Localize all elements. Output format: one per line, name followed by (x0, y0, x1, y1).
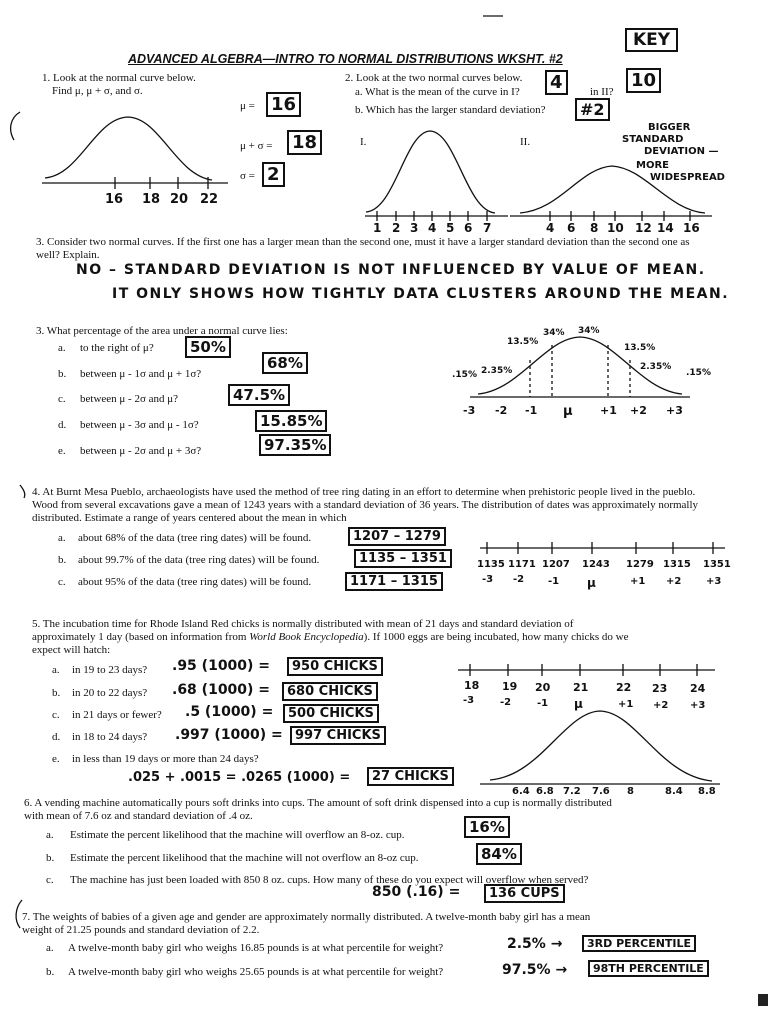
q5-prompt-text: ). If 1000 eggs are being incubated, how many chicks do we (363, 631, 629, 643)
q3b-item-text: between μ - 2σ and μ? (80, 393, 179, 405)
q2-axis-II-label: 4 (546, 221, 555, 235)
q5-axis-sd: +2 (653, 700, 669, 711)
q5-item-text: in less than 19 days or more than 24 days? (72, 753, 259, 765)
q3b-item-text: between μ - 1σ and μ + 1σ? (80, 368, 202, 380)
q6-item-letter: b. (46, 852, 55, 864)
q4-axis-value: 1171 (508, 559, 536, 570)
q4-axis-sd: μ (587, 576, 596, 590)
q1-mu-answer: 16 (266, 92, 301, 117)
q3b-diagram-pct: 13.5% (507, 337, 539, 347)
q6-prompt-line-1: 6. A vending machine automatically pours soft drinks into cups. The amount of soft drink dispensed into a cup is normally distributed (24, 797, 612, 809)
q7-work: 97.5% → (502, 962, 568, 978)
q5-axis-value: 23 (652, 682, 668, 695)
q5-work: .025 + .0015 = .0265 (1000) = (128, 770, 351, 785)
q5-axis-sd: +1 (618, 699, 634, 710)
q3b-axis-label: +2 (630, 404, 647, 417)
q3b-prompt: 3. What percentage of the area under a normal curve lies: (36, 325, 288, 337)
q2-b: b. Which has the larger standard deviation? (355, 104, 546, 116)
q5-item-text: in 20 to 22 days? (72, 687, 148, 699)
q4-item-letter: a. (58, 532, 66, 544)
q6-answer: 84% (476, 843, 522, 865)
q5-axis-sd: -1 (537, 698, 549, 709)
q2-a2-answer: 10 (626, 68, 661, 93)
q2-axis-II-label: 8 (590, 221, 599, 235)
q3b-item-text: to the right of μ? (80, 342, 154, 354)
q2-axis-II-label: 10 (607, 221, 624, 235)
q3b-answer: 68% (262, 352, 308, 374)
q5-answer: 997 CHICKS (290, 726, 386, 745)
q5-prompt-line-3: expect will hatch: (32, 644, 111, 656)
scan-edge (758, 994, 768, 1006)
q2-a: a. What is the mean of the curve in I? (355, 86, 520, 98)
q7-item-letter: b. (46, 966, 55, 978)
q3b-diagram-pct: .15% (452, 370, 477, 380)
q3b-axis-label: -1 (525, 404, 538, 417)
q6-axis-label: 8.4 (665, 786, 683, 797)
q2-prompt: 2. Look at the two normal curves below. (345, 72, 523, 84)
q6-item-letter: a. (46, 829, 54, 841)
q4-item-text: about 95% of the data (tree ring dates) will be found. (78, 576, 312, 588)
q5-prompt-text: approximately 1 day (based on information from (32, 631, 250, 643)
q6-item-letter: c. (46, 874, 54, 886)
q1-mps-label: μ + σ = (240, 140, 273, 152)
q6-normal-curve (490, 711, 712, 781)
q5-prompt-line-2 (32, 631, 629, 644)
q1-normal-curve (45, 117, 212, 180)
q5-axis-value: 21 (573, 681, 589, 694)
q5-axis-sd: μ (574, 697, 583, 711)
q3b-axis-label: +1 (600, 404, 617, 417)
q3a-answer-line-2: IT ONLY SHOWS HOW TIGHTLY DATA CLUSTERS AROUND THE MEAN. (112, 286, 730, 302)
q4-axis-value: 1135 (477, 559, 505, 570)
q2-axis-I-label: 7 (483, 221, 492, 235)
q2-label-II: II. (520, 136, 531, 148)
q5-work: .68 (1000) = (172, 682, 271, 698)
q3b-item-text: between μ - 3σ and μ - 1σ? (80, 419, 199, 431)
q1-sigma-label: σ = (240, 170, 255, 182)
q5-answer: 680 CHICKS (282, 682, 378, 701)
q2-note-line: DEVIATION — (644, 146, 719, 157)
q1-axis-label: 18 (142, 192, 161, 207)
q3b-answer: 97.35% (259, 434, 331, 456)
q5-item-letter: e. (52, 753, 60, 765)
worksheet-title: ADVANCED ALGEBRA—INTRO TO NORMAL DISTRIBUTIONS WKSHT. #2 (128, 52, 563, 66)
q3b-diagram-pct: 34% (543, 328, 565, 338)
q2-curve-I (366, 131, 495, 213)
q5-prompt-line-1: 5. The incubation time for Rhode Island Red chicks is normally distributed with mean of 21 days and standard deviation of (32, 618, 574, 630)
q7-prompt-line-1: 7. The weights of babies of a given age and gender are approximately normally distributed. A twelve-month baby girl has a mean (22, 911, 591, 923)
q3b-axis-label: μ (563, 404, 573, 419)
q2-axis-I-label: 5 (446, 221, 455, 235)
q2-axis-I-label: 1 (373, 221, 382, 235)
q7-item-text: A twelve-month baby girl who weighs 25.65 pounds is at what percentile for weight? (68, 966, 444, 978)
q5-axis-value: 20 (535, 681, 551, 694)
q6-axis-label: 7.6 (592, 786, 610, 797)
q7-item-letter: a. (46, 942, 54, 954)
q2-a-answer: 4 (545, 70, 568, 95)
q1-axis-label: 20 (170, 192, 189, 207)
q2-note-line: BIGGER (648, 122, 691, 133)
q2-axis-II-label: 6 (567, 221, 576, 235)
q1-prompt: 1. Look at the normal curve below. (42, 72, 196, 84)
q7-work: 2.5% → (507, 936, 563, 952)
key-label: KEY (625, 28, 678, 52)
q3b-diagram-pct: .15% (686, 368, 711, 378)
q4-prompt: 4. At Burnt Mesa Pueblo, archaeologists have used the method of tree ring dating in an effort to determine when prehistoric people lived in the pueblo. Wood from several excavations gave a mean of 1243 years with a standard deviation of 36 years. The distribution of dates was approximately normally distributed. Estimate a range of years centered about the mean in which (32, 486, 699, 524)
q6-axis-label: 7.2 (563, 786, 581, 797)
q2-axis-II-label: 14 (657, 221, 674, 235)
q3b-item-text: between μ - 2σ and μ + 3σ? (80, 445, 202, 457)
q5-answer: 27 CHICKS (367, 767, 454, 786)
q3b-diagram-pct: 13.5% (624, 343, 656, 353)
q1-mu-label: μ = (240, 100, 255, 112)
q4-axis-sd: -2 (513, 574, 525, 585)
q2-note-line: MORE (636, 160, 669, 171)
q4-axis-value: 1243 (582, 559, 610, 570)
q3a-prompt: 3. Consider two normal curves. If the first one has a larger mean than the second one, must it have a larger standard deviation than the second one as well? Explain. (36, 236, 690, 261)
q5-item-letter: d. (52, 731, 61, 743)
q1-axis-label: 22 (200, 192, 219, 207)
q3b-axis-label: -2 (495, 404, 508, 417)
q5-axis-value: 22 (616, 681, 632, 694)
q5-axis-value: 24 (690, 682, 706, 695)
q7-answer: 98TH PERCENTILE (588, 960, 709, 977)
q4-item-text: about 99.7% of the data (tree ring dates) will be found. (78, 554, 320, 566)
q2-a2: in II? (590, 86, 614, 98)
q6-answer: 136 CUPS (484, 884, 565, 903)
q4-axis-value: 1207 (542, 559, 570, 570)
q5-source: World Book Encyclopedia (249, 631, 364, 643)
q2-axis-II-label: 12 (635, 221, 652, 235)
q5-axis-sd: -3 (463, 695, 475, 706)
q4-item-letter: c. (58, 576, 66, 588)
q5-item-text: in 18 to 24 days? (72, 731, 148, 743)
q4-axis-sd: +3 (706, 576, 722, 587)
q3b-item-letter: c. (58, 393, 66, 405)
q4-axis-sd: -3 (482, 574, 494, 585)
q4-answer: 1135 – 1351 (354, 549, 452, 568)
q2-note-line: WIDESPREAD (650, 172, 725, 183)
q6-item-text: The machine has just been loaded with 850 8 oz. cups. How many of these do you expect will overflow when served? (70, 874, 589, 886)
q4-answer: 1207 – 1279 (348, 527, 446, 546)
q4-axis-value: 1279 (626, 559, 654, 570)
q3b-item-letter: a. (58, 342, 66, 354)
q6-axis-label: 6.8 (536, 786, 554, 797)
q3b-diagram-pct: 2.35% (481, 366, 513, 376)
stray-mark (20, 485, 25, 498)
q1-axis-label: 16 (105, 192, 124, 207)
q2-axis-I-label: 3 (410, 221, 419, 235)
q5-axis-value: 19 (502, 680, 518, 693)
q3b-axis-label: +3 (666, 404, 683, 417)
q1-mps-answer: 18 (287, 130, 322, 155)
q6-item-text: Estimate the percent likelihood that the machine will overflow an 8-oz. cup. (70, 829, 405, 841)
q5-answer: 950 CHICKS (287, 657, 383, 676)
q3b-axis-label: -3 (463, 404, 476, 417)
q3a-answer-line-1: NO – STANDARD DEVIATION IS NOT INFLUENCED BY VALUE OF MEAN. (76, 262, 706, 278)
q3b-item-letter: e. (58, 445, 66, 457)
q4-answer: 1171 – 1315 (345, 572, 443, 591)
q3b-diagram-pct: 34% (578, 326, 600, 336)
q2-axis-II-label: 16 (683, 221, 700, 235)
q7-prompt-line-2: weight of 21.25 pounds and standard deviation of 2.2. (22, 924, 260, 936)
q6-item-text: Estimate the percent likelihood that the machine will not overflow an 8-oz cup. (70, 852, 419, 864)
q3b-answer: 15.85% (255, 410, 327, 432)
q2-axis-I-label: 2 (392, 221, 401, 235)
q5-work: .95 (1000) = (172, 658, 271, 674)
q5-axis-sd: +3 (690, 700, 706, 711)
q2-note-line: STANDARD (622, 134, 684, 145)
q4-axis-sd: +1 (630, 576, 646, 587)
q7-answer: 3RD PERCENTILE (582, 935, 696, 952)
q1-sigma-answer: 2 (262, 162, 285, 187)
q2-label-I: I. (360, 136, 367, 148)
q1-find: Find μ, μ + σ, and σ. (52, 85, 143, 97)
q5-item-letter: a. (52, 664, 60, 676)
q2-b-answer: #2 (575, 98, 610, 121)
stray-mark (11, 112, 20, 140)
q5-axis-sd: -2 (500, 697, 512, 708)
q3b-answer: 50% (185, 336, 231, 358)
q5-item-letter: b. (52, 687, 61, 699)
q5-item-text: in 19 to 23 days? (72, 664, 148, 676)
q5-answer: 500 CHICKS (283, 704, 379, 723)
q2-axis-I-label: 6 (464, 221, 473, 235)
q4-axis-value: 1351 (703, 559, 731, 570)
q3b-answer: 47.5% (228, 384, 290, 406)
q5-work: .5 (1000) = (185, 704, 274, 720)
q4-item-letter: b. (58, 554, 67, 566)
q4-item-text: about 68% of the data (tree ring dates) will be found. (78, 532, 312, 544)
q2-axis-I-label: 4 (428, 221, 437, 235)
q5-work: .997 (1000) = (175, 727, 283, 743)
q5-item-text: in 21 days or fewer? (72, 709, 162, 721)
q3b-item-letter: b. (58, 368, 67, 380)
q4-axis-sd: -1 (548, 576, 560, 587)
q6-prompt-line-2: with mean of 7.6 oz and standard deviation of .4 oz. (24, 810, 253, 822)
q3b-diagram-pct: 2.35% (640, 362, 672, 372)
q6-answer: 16% (464, 816, 510, 838)
q5-item-letter: c. (52, 709, 60, 721)
q6-axis-label: 8 (627, 786, 634, 797)
q7-item-text: A twelve-month baby girl who weighs 16.85 pounds is at what percentile for weight? (68, 942, 444, 954)
q6-axis-label: 6.4 (512, 786, 530, 797)
q5-axis-value: 18 (464, 679, 480, 692)
q4-axis-value: 1315 (663, 559, 691, 570)
q4-axis-sd: +2 (666, 576, 682, 587)
q3b-item-letter: d. (58, 419, 67, 431)
q6-work: 850 (.16) = (372, 884, 461, 900)
q6-axis-label: 8.8 (698, 786, 716, 797)
